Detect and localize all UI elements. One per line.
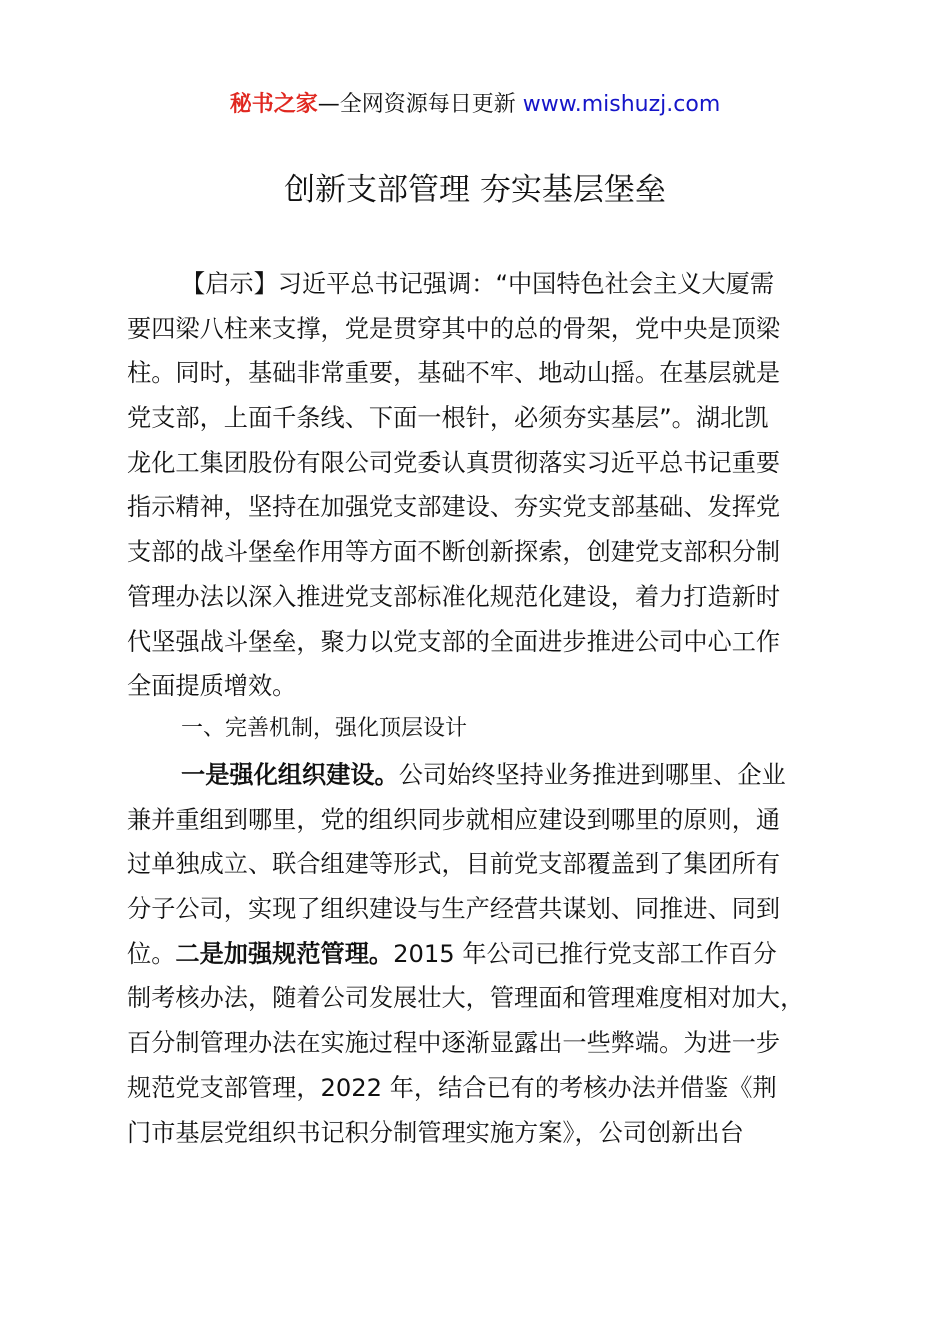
main-line: 规范党支部管理，2022 年，结合已有的考核办法并借鉴《荆 (127, 1073, 777, 1102)
intro-line: 龙化工集团股份有限公司党委认真贯彻落实习近平总书记重要 (127, 448, 781, 477)
brand-name: 秘书之家 (229, 92, 318, 117)
main-line: 制考核办法，随着公司发展壮大，管理面和管理难度相对加大， (127, 984, 805, 1013)
intro-line: 指示精神，坚持在加强党支部建设、夯实党支部基础、发挥党 (127, 493, 781, 522)
intro-line: 党支部，上面千条线、下面一根针，必须夯实基层”。湖北凯 (127, 404, 769, 433)
point-one-label: 一是强化组织建设。 (181, 761, 399, 789)
main-line (127, 753, 833, 798)
main-line: 门市基层党组织书记积分制管理实施方案》，公司创新出台 (127, 1118, 744, 1147)
main-line-text: 公司始终坚持业务推进到哪里、企业 (398, 761, 786, 789)
main-line: 过单独成立、联合组建等形式，目前党支部覆盖到了集团所有 (127, 850, 781, 879)
intro-line: 【启示】习近平总书记强调：“中国特色社会主义大厦需 (181, 270, 775, 298)
intro-line: 要四梁八柱来支撑，党是贯穿其中的总的骨架，党中央是顶梁 (127, 314, 781, 343)
intro-line: 代坚强战斗堡垒，聚力以党支部的全面进步推进公司中心工作 (127, 627, 781, 656)
main-line: 分子公司，实现了组织建设与生产经营共谋划、同推进、同到 (127, 895, 781, 924)
intro-paragraph (127, 262, 833, 709)
header-tagline: —全网资源每日更新 (317, 92, 523, 117)
intro-line: 柱。同时，基础非常重要，基础不牢、地动山摇。在基层就是 (127, 359, 781, 388)
site-header (0, 88, 950, 122)
main-paragraph (127, 753, 833, 1155)
point-two-label: 二是加强规范管理。 (175, 939, 394, 968)
main-line-text: 位。 (127, 939, 176, 968)
intro-line: 管理办法以深入推进党支部标准化规范化建设，着力打造新时 (127, 582, 781, 611)
main-line: 百分制管理办法在实施过程中逐渐显露出一些弊端。为进一步 (127, 1029, 781, 1058)
header-url-link[interactable]: www.mishuzj.com (522, 92, 721, 117)
main-line (127, 932, 833, 977)
intro-line: 支部的战斗堡垒作用等方面不断创新探索，创建党支部积分制 (127, 538, 781, 567)
section-heading-text: 一、完善机制，强化顶层设计 (181, 716, 468, 741)
intro-line: 全面提质增效。 (127, 672, 297, 701)
document-title: 创新支部管理 夯实基层堡垒 (284, 172, 666, 208)
main-line: 兼并重组到哪里，党的组织同步就相应建设到哪里的原则，通 (127, 805, 781, 834)
main-line-text: 2015 年公司已推行党支部工作百分 (393, 939, 777, 968)
section-heading (127, 707, 833, 752)
